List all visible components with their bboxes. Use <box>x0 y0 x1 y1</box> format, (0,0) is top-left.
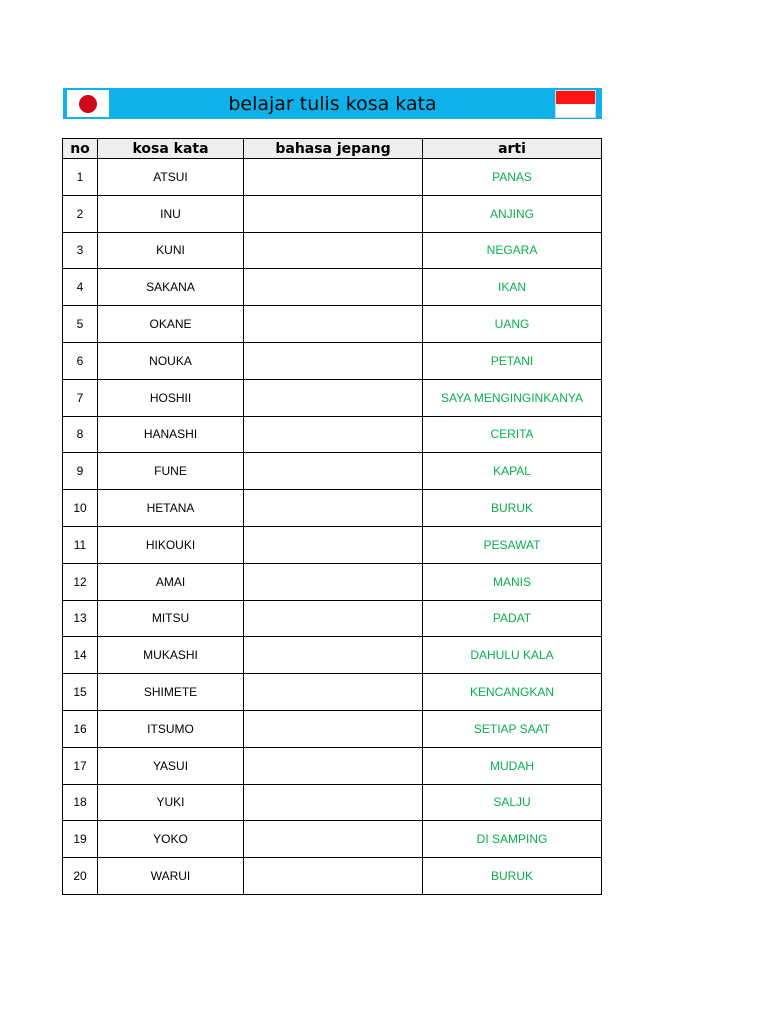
row-number-cell: 1 <box>63 159 98 196</box>
column-header-no: no <box>63 139 98 159</box>
kosa-kata-cell: HANASHI <box>98 416 244 453</box>
row-number-cell: 17 <box>63 747 98 784</box>
row-number-cell: 18 <box>63 784 98 821</box>
kosa-kata-cell: MITSU <box>98 600 244 637</box>
kosa-kata-cell: ITSUMO <box>98 710 244 747</box>
table-row <box>63 710 602 747</box>
bahasa-jepang-input-cell[interactable] <box>244 747 423 784</box>
row-number-cell: 13 <box>63 600 98 637</box>
kosa-kata-cell: SHIMETE <box>98 674 244 711</box>
kosa-kata-cell: AMAI <box>98 563 244 600</box>
kosa-kata-cell: SAKANA <box>98 269 244 306</box>
indonesia-flag-red-band <box>556 91 595 104</box>
kosa-kata-cell: NOUKA <box>98 342 244 379</box>
arti-cell: SETIAP SAAT <box>423 710 602 747</box>
table-row <box>63 526 602 563</box>
bahasa-jepang-input-cell[interactable] <box>244 710 423 747</box>
arti-cell: DAHULU KALA <box>423 637 602 674</box>
arti-cell: MUDAH <box>423 747 602 784</box>
bahasa-jepang-input-cell[interactable] <box>244 563 423 600</box>
bahasa-jepang-input-cell[interactable] <box>244 821 423 858</box>
arti-cell: ANJING <box>423 195 602 232</box>
arti-cell: BURUK <box>423 490 602 527</box>
arti-cell: KAPAL <box>423 453 602 490</box>
bahasa-jepang-input-cell[interactable] <box>244 784 423 821</box>
bahasa-jepang-input-cell[interactable] <box>244 379 423 416</box>
row-number-cell: 15 <box>63 674 98 711</box>
kosa-kata-cell: INU <box>98 195 244 232</box>
arti-cell: NEGARA <box>423 232 602 269</box>
bahasa-jepang-input-cell[interactable] <box>244 269 423 306</box>
bahasa-jepang-input-cell[interactable] <box>244 674 423 711</box>
bahasa-jepang-input-cell[interactable] <box>244 416 423 453</box>
indonesia-flag-icon <box>555 90 596 118</box>
arti-cell: SALJU <box>423 784 602 821</box>
arti-cell: PADAT <box>423 600 602 637</box>
row-number-cell: 5 <box>63 306 98 343</box>
bahasa-jepang-input-cell[interactable] <box>244 232 423 269</box>
arti-cell: DI SAMPING <box>423 821 602 858</box>
row-number-cell: 7 <box>63 379 98 416</box>
row-number-cell: 8 <box>63 416 98 453</box>
row-number-cell: 3 <box>63 232 98 269</box>
title-banner <box>63 88 602 119</box>
table-row <box>63 490 602 527</box>
table-row <box>63 159 602 196</box>
kosa-kata-cell: HETANA <box>98 490 244 527</box>
arti-cell: SAYA MENGINGINKANYA <box>423 379 602 416</box>
column-header-bahasa-jepang: bahasa jepang <box>244 139 423 159</box>
row-number-cell: 11 <box>63 526 98 563</box>
row-number-cell: 16 <box>63 710 98 747</box>
row-number-cell: 20 <box>63 858 98 895</box>
vocabulary-table <box>62 138 602 895</box>
kosa-kata-cell: ATSUI <box>98 159 244 196</box>
row-number-cell: 12 <box>63 563 98 600</box>
row-number-cell: 19 <box>63 821 98 858</box>
arti-cell: UANG <box>423 306 602 343</box>
kosa-kata-cell: WARUI <box>98 858 244 895</box>
arti-cell: KENCANGKAN <box>423 674 602 711</box>
table-row <box>63 784 602 821</box>
bahasa-jepang-input-cell[interactable] <box>244 600 423 637</box>
column-header-arti: arti <box>423 139 602 159</box>
kosa-kata-cell: KUNI <box>98 232 244 269</box>
table-row <box>63 342 602 379</box>
bahasa-jepang-input-cell[interactable] <box>244 453 423 490</box>
table-row <box>63 306 602 343</box>
table-row <box>63 453 602 490</box>
arti-cell: MANIS <box>423 563 602 600</box>
page-title: belajar tulis kosa kata <box>228 93 437 115</box>
table-row <box>63 232 602 269</box>
bahasa-jepang-input-cell[interactable] <box>244 858 423 895</box>
bahasa-jepang-input-cell[interactable] <box>244 490 423 527</box>
row-number-cell: 4 <box>63 269 98 306</box>
row-number-cell: 10 <box>63 490 98 527</box>
bahasa-jepang-input-cell[interactable] <box>244 159 423 196</box>
table-row <box>63 379 602 416</box>
bahasa-jepang-input-cell[interactable] <box>244 526 423 563</box>
kosa-kata-cell: YUKI <box>98 784 244 821</box>
arti-cell: PESAWAT <box>423 526 602 563</box>
column-header-kosa-kata: kosa kata <box>98 139 244 159</box>
row-number-cell: 2 <box>63 195 98 232</box>
kosa-kata-cell: OKANE <box>98 306 244 343</box>
table-header-row <box>63 139 602 159</box>
kosa-kata-cell: YOKO <box>98 821 244 858</box>
bahasa-jepang-input-cell[interactable] <box>244 342 423 379</box>
table-row <box>63 416 602 453</box>
bahasa-jepang-input-cell[interactable] <box>244 637 423 674</box>
arti-cell: PETANI <box>423 342 602 379</box>
bahasa-jepang-input-cell[interactable] <box>244 195 423 232</box>
arti-cell: IKAN <box>423 269 602 306</box>
row-number-cell: 14 <box>63 637 98 674</box>
table-row <box>63 563 602 600</box>
arti-cell: CERITA <box>423 416 602 453</box>
table-row <box>63 747 602 784</box>
table-body <box>63 159 602 895</box>
kosa-kata-cell: MUKASHI <box>98 637 244 674</box>
table-row <box>63 858 602 895</box>
arti-cell: BURUK <box>423 858 602 895</box>
kosa-kata-cell: HOSHII <box>98 379 244 416</box>
kosa-kata-cell: HIKOUKI <box>98 526 244 563</box>
table-row <box>63 195 602 232</box>
table-row <box>63 637 602 674</box>
bahasa-jepang-input-cell[interactable] <box>244 306 423 343</box>
row-number-cell: 6 <box>63 342 98 379</box>
table-row <box>63 600 602 637</box>
arti-cell: PANAS <box>423 159 602 196</box>
table-row <box>63 269 602 306</box>
kosa-kata-cell: YASUI <box>98 747 244 784</box>
row-number-cell: 9 <box>63 453 98 490</box>
table-row <box>63 821 602 858</box>
table-row <box>63 674 602 711</box>
kosa-kata-cell: FUNE <box>98 453 244 490</box>
